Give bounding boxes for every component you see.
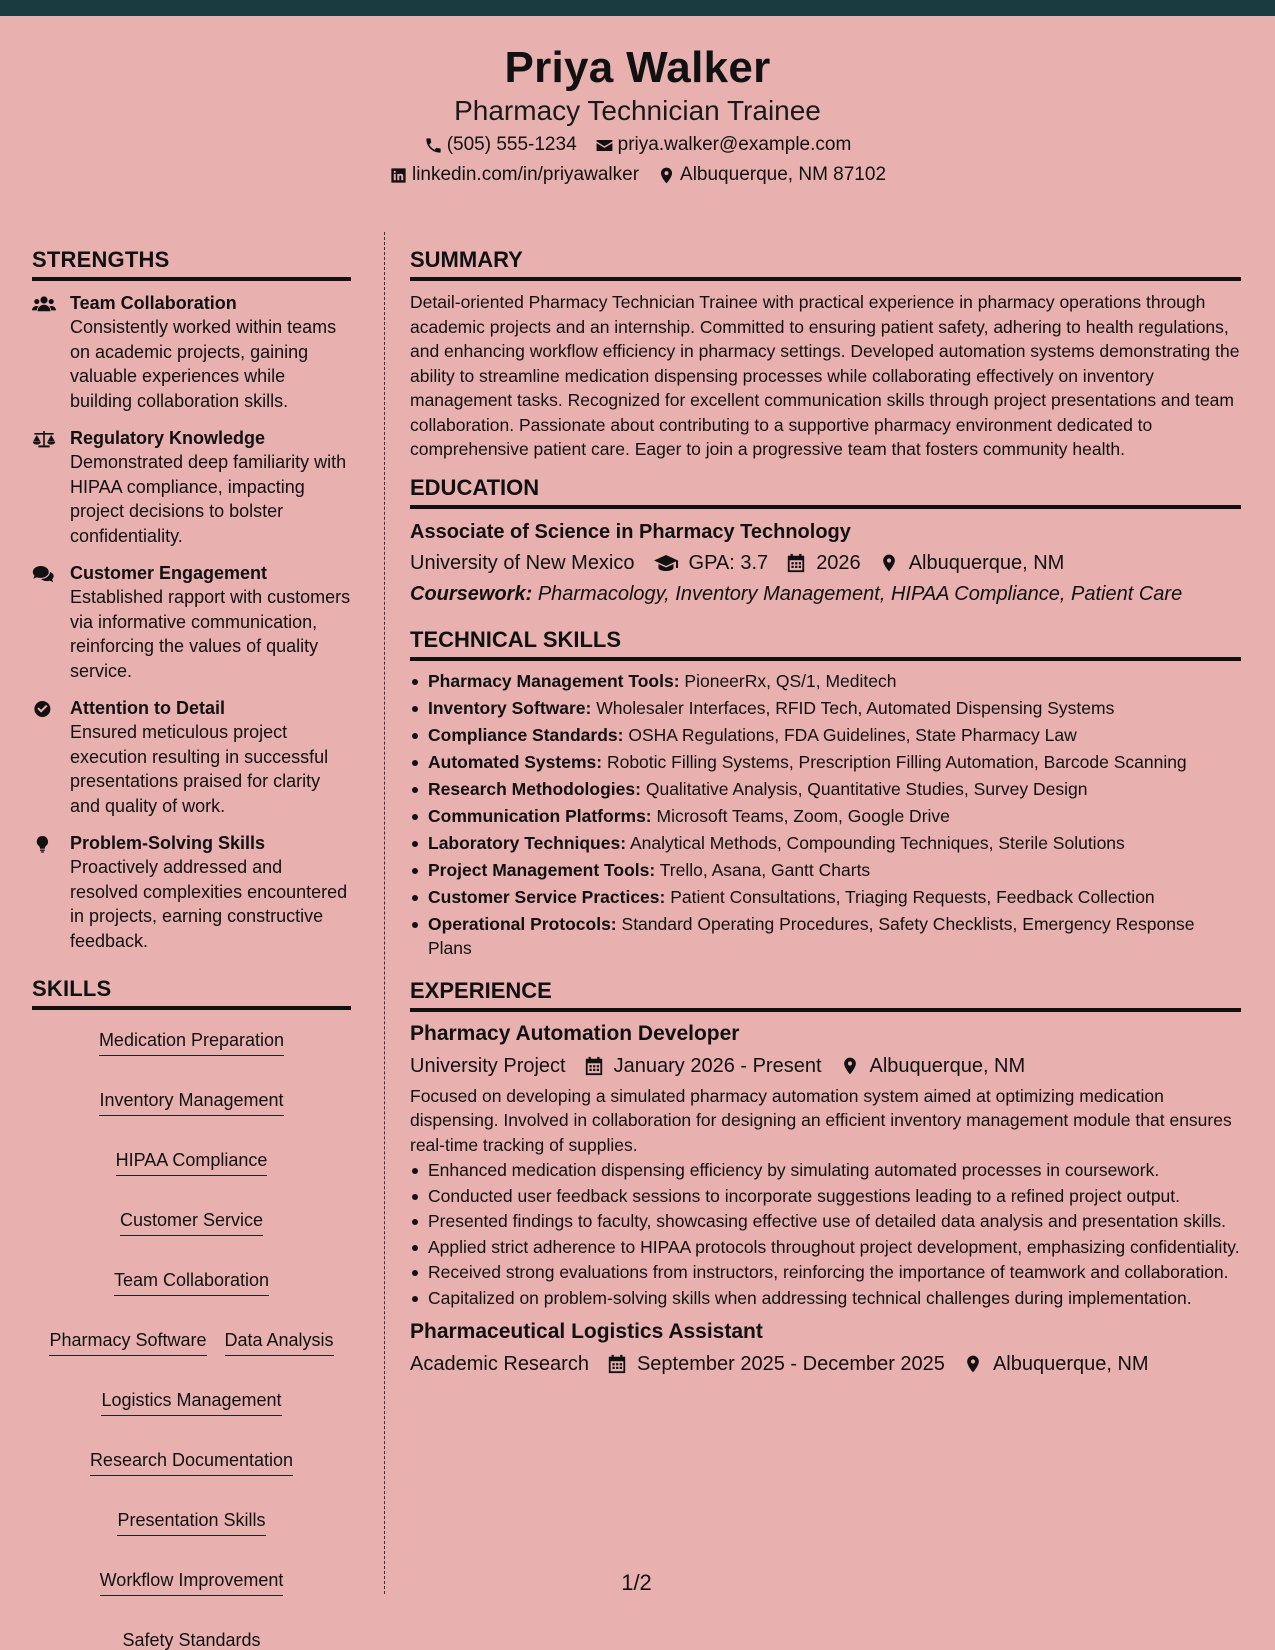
list-item [410,777,1241,802]
skill-tag: HIPAA Compliance [116,1148,268,1176]
strength-desc: Demonstrated deep familiarity with HIPAA compliance, impacting project decisions to bolster confidentiality. [70,452,347,546]
location-text: Albuquerque, NM [908,551,1065,574]
skill-value: OSHA Regulations, FDA Guidelines, State Pharmacy Law [628,724,1077,745]
map-pin-icon [840,1056,860,1076]
strength-item [32,831,351,953]
skill-tag: Inventory Management [99,1088,283,1116]
experience-heading: EXPERIENCE [410,977,1241,1012]
left-column [32,246,351,1650]
list-item [410,750,1241,775]
strength-desc: Proactively addressed and resolved complexities encountered in projects, earning constructive feedback. [70,857,348,951]
page-number [0,1570,1275,1596]
job-location [963,1350,1149,1378]
org-name: Academic Research [410,1353,589,1375]
strength-desc: Consistently worked within teams on academic projects, gaining valuable experiences while building collaboration skills. [70,317,337,411]
education-heading: EDUCATION [410,474,1241,509]
education-meta [410,549,1241,577]
right-column [410,246,1241,1378]
skill-value: Trello, Asana, Gantt Charts [659,859,871,880]
job-location [840,1052,1026,1080]
education-location [879,549,1065,577]
list-item: Enhanced medication dispensing efficiency by simulating automated processes in coursework. [410,1158,1241,1183]
strength-title: Customer Engagement [70,563,268,583]
list-item [410,696,1241,721]
job-dates [607,1350,945,1378]
linkedin-icon [389,166,408,185]
email-contact[interactable] [595,132,852,158]
strength-item [32,291,351,413]
skill-value: Qualitative Analysis, Quantitative Studies, Survey Design [645,778,1088,799]
job-bullets [410,1158,1241,1310]
lightbulb-icon [32,834,56,854]
list-item: Capitalized on problem-solving skills when addressing technical challenges during implementation. [410,1286,1241,1311]
skill-value: Analytical Methods, Compounding Techniques, Sterile Solutions [629,832,1125,853]
list-item [410,858,1241,883]
users-icon [32,294,56,314]
strength-item [32,426,351,548]
location-contact [657,162,886,188]
job-org [410,1350,589,1378]
location-text: Albuquerque, NM [992,1353,1149,1375]
phone-text: (505) 555-1234 [446,134,577,155]
job-entry [410,1020,1241,1311]
map-pin-icon [657,166,676,185]
job-dates [584,1052,822,1080]
skills-heading: SKILLS [32,975,351,1010]
contact-row-2 [0,162,1275,188]
list-item [410,912,1241,961]
skill-tag: Presentation Skills [117,1508,265,1536]
candidate-name: Priya Walker [504,43,771,92]
coursework [410,580,1241,608]
map-pin-icon [963,1354,983,1374]
strength-item [32,696,351,818]
list-item [410,723,1241,748]
skill-label: Project Management Tools: [428,859,656,880]
graduation-year [786,549,861,577]
resume-header [0,16,1275,204]
calendar-icon [786,553,806,573]
gpa-text: GPA: 3.7 [688,551,769,574]
coursework-label: Coursework: [410,582,533,605]
phone-icon [424,136,443,155]
technical-skills-list [410,669,1241,961]
skill-label: Communication Platforms: [428,805,652,826]
location-text: Albuquerque, NM 87102 [680,164,887,185]
list-item: Conducted user feedback sessions to incorporate suggestions leading to a refined project output. [410,1184,1241,1209]
skill-label: Compliance Standards: [428,724,624,745]
skill-tag: Team Collaboration [114,1268,269,1296]
map-pin-icon [879,553,899,573]
job-meta [410,1350,1241,1378]
linkedin-contact[interactable] [389,162,639,188]
org-name: University Project [410,1054,566,1077]
envelope-icon [595,136,614,155]
skill-label: Inventory Software: [428,697,592,718]
job-description: Focused on developing a simulated pharmacy automation system aimed at optimizing medication dispensing. Involved in collaboration for designing an efficient inventory management module that ensures real-time tracking of supplies. [410,1085,1232,1155]
skill-label: Customer Service Practices: [428,886,666,907]
strength-title: Regulatory Knowledge [70,428,266,448]
job-meta [410,1052,1241,1080]
skill-label: Automated Systems: [428,751,603,772]
contact-row-1 [0,132,1275,158]
strength-title: Attention to Detail [70,698,225,718]
calendar-icon [584,1056,604,1076]
scale-icon [32,429,56,449]
top-bar [0,0,1275,16]
coursework-text: Pharmacology, Inventory Management, HIPAA Compliance, Patient Care [537,582,1183,605]
graduation-cap-icon [653,553,679,573]
check-circle-icon [32,699,56,719]
dates-text: January 2026 - Present [613,1054,822,1077]
skill-label: Laboratory Techniques: [428,832,627,853]
strength-title: Team Collaboration [70,293,237,313]
skill-tag: Pharmacy Software [49,1328,206,1356]
skill-label: Research Methodologies: [428,778,641,799]
list-item [410,804,1241,829]
skill-tag: Research Documentation [90,1448,293,1476]
list-item: Applied strict adherence to HIPAA protocols throughout project development, emphasizing confidentiality. [410,1235,1241,1260]
skill-value: Robotic Filling Systems, Prescription Filling Automation, Barcode Scanning [606,751,1187,772]
year-text: 2026 [816,551,861,574]
gpa [653,549,769,577]
strengths-heading: STRENGTHS [32,246,351,281]
calendar-icon [607,1354,627,1374]
candidate-title: Pharmacy Technician Trainee [454,95,821,126]
job-title: Pharmacy Automation Developer [410,1021,740,1045]
column-divider [384,232,385,1594]
list-item [410,885,1241,910]
location-text: Albuquerque, NM [869,1054,1026,1077]
skill-value: Wholesaler Interfaces, RFID Tech, Automated Dispensing Systems [596,697,1115,718]
skill-tag: Logistics Management [101,1388,281,1416]
dates-text: September 2025 - December 2025 [636,1353,945,1375]
comments-icon [32,564,56,584]
strength-item [32,561,351,683]
skill-value: Microsoft Teams, Zoom, Google Drive [656,805,950,826]
school [410,549,635,577]
degree-title: Associate of Science in Pharmacy Technology [410,520,851,543]
summary-text: Detail-oriented Pharmacy Technician Trainee with practical experience in pharmacy operations through academic projects and an internship. Committed to ensuring patient safety, adhering to health regulations, and enhancing workflow efficiency in pharmacy settings. Developed automation systems demonstrating the ability to streamline medication dispensing processes while collaborating effectively on inventory management tasks. Recognized for excellent communication skills through project presentations and team collaboration. Passionate about contributing to a supportive pharmacy environment dedicated to comprehensive patient care. Eager to join a progressive team that fosters community health. [410,292,1240,459]
list-item [410,831,1241,856]
skill-tag: Medication Preparation [99,1028,284,1056]
strength-desc: Ensured meticulous project execution resulting in successful presentations praised for clarity and quality of work. [70,722,329,816]
job-org [410,1052,566,1080]
skill-tag: Workflow Improvement [100,1568,284,1596]
skill-value: PioneerRx, QS/1, Meditech [684,670,897,691]
skill-tag: Data Analysis [225,1328,334,1356]
strength-desc: Established rapport with customers via informative communication, reinforcing the values of quality service. [70,587,351,681]
skill-tag: Safety Standards [122,1628,260,1650]
job-entry [410,1318,1241,1378]
list-item: Received strong evaluations from instructors, reinforcing the importance of teamwork and collaboration. [410,1260,1241,1285]
list-item [410,669,1241,694]
skills-list [32,1028,351,1650]
technical-skills-heading: TECHNICAL SKILLS [410,626,1241,661]
strength-title: Problem-Solving Skills [70,833,266,853]
job-title: Pharmaceutical Logistics Assistant [410,1320,763,1343]
phone-contact [424,132,577,158]
school-name: University of New Mexico [410,551,635,574]
skill-label: Operational Protocols: [428,913,617,934]
page-number-text: 1/2 [621,1570,652,1595]
list-item: Presented findings to faculty, showcasing effective use of detailed data analysis and presentation skills. [410,1209,1241,1234]
email-text[interactable]: priya.walker@example.com [617,134,852,155]
strengths-list [32,291,351,953]
skill-value: Patient Consultations, Triaging Requests, Feedback Collection [670,886,1155,907]
skill-value: Standard Operating Procedures, Safety Checklists, Emergency Response Plans [428,913,1195,958]
linkedin-text[interactable]: linkedin.com/in/priyawalker [411,164,640,185]
summary-heading: SUMMARY [410,246,1241,281]
skill-tag: Customer Service [120,1208,263,1236]
skill-label: Pharmacy Management Tools: [428,670,680,691]
